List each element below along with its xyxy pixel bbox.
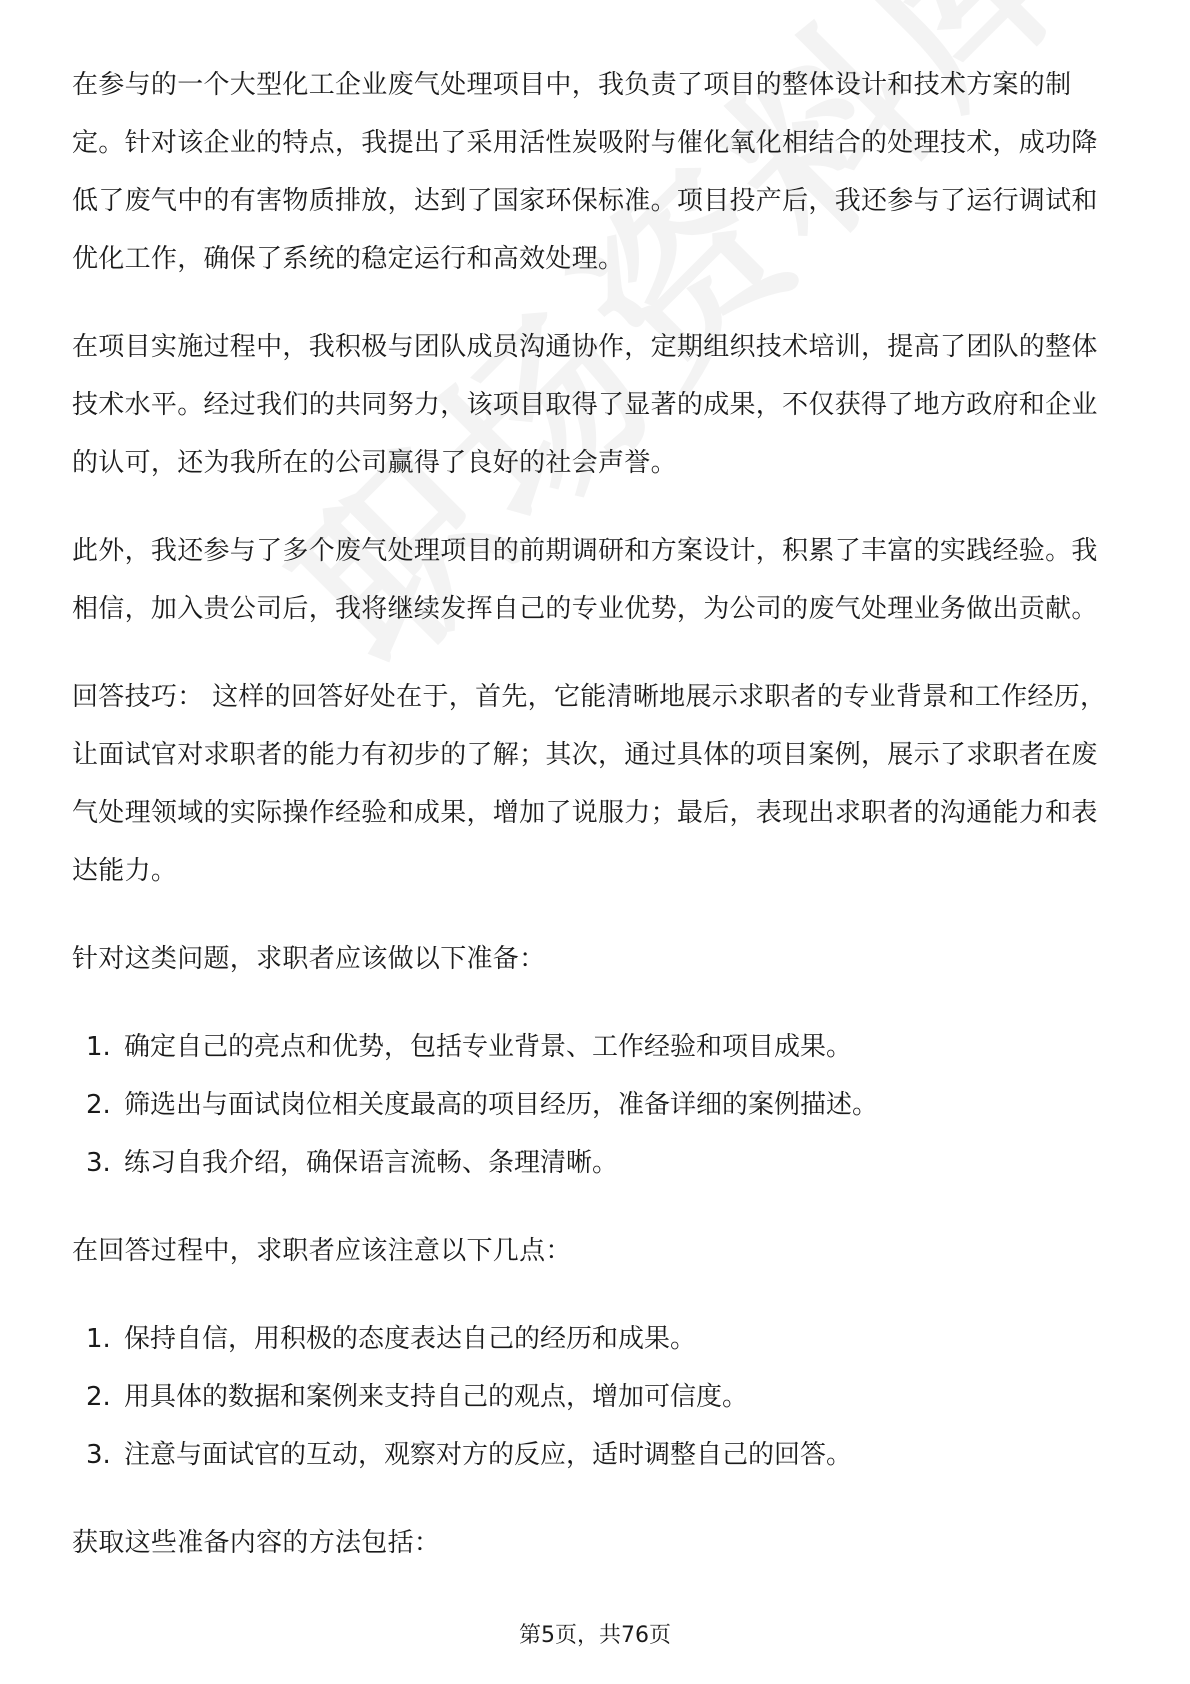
list-text: 筛选出与面试岗位相关度最高的项目经历，准备详细的案例描述。 [124, 1090, 879, 1120]
list-item [72, 1018, 1122, 1076]
list-item [72, 1426, 1122, 1484]
document-body [72, 56, 1122, 1602]
list-number: 3. [86, 1440, 111, 1470]
list-item [72, 1076, 1122, 1134]
paragraph-teamwork: 在项目实施过程中，我积极与团队成员沟通协作，定期组织技术培训，提高了团队的整体技术水平。经过我们的共同努力，该项目取得了显著的成果，不仅获得了地方政府和企业的认可，还为我所在的公司赢得了良好的社会声誉。 [72, 332, 1098, 478]
list-text: 练习自我介绍，确保语言流畅、条理清晰。 [124, 1148, 619, 1178]
list-item [72, 1368, 1122, 1426]
prep-heading: 针对这类问题，求职者应该做以下准备： [72, 944, 546, 974]
list-text: 注意与面试官的互动，观察对方的反应，适时调整自己的回答。 [124, 1440, 853, 1470]
attention-list [72, 1310, 1122, 1484]
paragraph-answer-tips: 回答技巧： 这样的回答好处在于，首先，它能清晰地展示求职者的专业背景和工作经历，让面试官对求职者的能力有初步的了解；其次，通过具体的项目案例，展示了求职者在废气处理领域的实际操作经验和成果，增加了说服力；最后，表现出求职者的沟通能力和表达能力。 [72, 682, 1107, 886]
list-text: 确定自己的亮点和优势，包括专业背景、工作经验和项目成果。 [124, 1032, 853, 1062]
list-item [72, 1310, 1122, 1368]
list-text: 用具体的数据和案例来支持自己的观点，增加可信度。 [124, 1382, 749, 1412]
list-text: 保持自信，用积极的态度表达自己的经历和成果。 [124, 1324, 697, 1354]
methods-heading: 获取这些准备内容的方法包括： [72, 1528, 441, 1558]
list-number: 2. [86, 1090, 111, 1120]
paragraph-project-experience: 在参与的一个大型化工企业废气处理项目中，我负责了项目的整体设计和技术方案的制定。针对该企业的特点，我提出了采用活性炭吸附与催化氧化相结合的处理技术，成功降低了废气中的有害物质排放，达到了国家环保标准。项目投产后，我还参与了运行调试和优化工作，确保了系统的稳定运行和高效处理。 [72, 70, 1098, 274]
prep-list [72, 1018, 1122, 1192]
list-number: 1. [86, 1032, 111, 1062]
attention-heading: 在回答过程中，求职者应该注意以下几点： [72, 1236, 572, 1266]
list-item [72, 1134, 1122, 1192]
paragraph-additional-experience: 此外，我还参与了多个废气处理项目的前期调研和方案设计，积累了丰富的实践经验。我相信，加入贵公司后，我将继续发挥自己的专业优势，为公司的废气处理业务做出贡献。 [72, 536, 1098, 624]
page-number: 第5页，共76页 [519, 1623, 671, 1648]
list-number: 3. [86, 1148, 111, 1178]
list-number: 1. [86, 1324, 111, 1354]
list-number: 2. [86, 1382, 111, 1412]
